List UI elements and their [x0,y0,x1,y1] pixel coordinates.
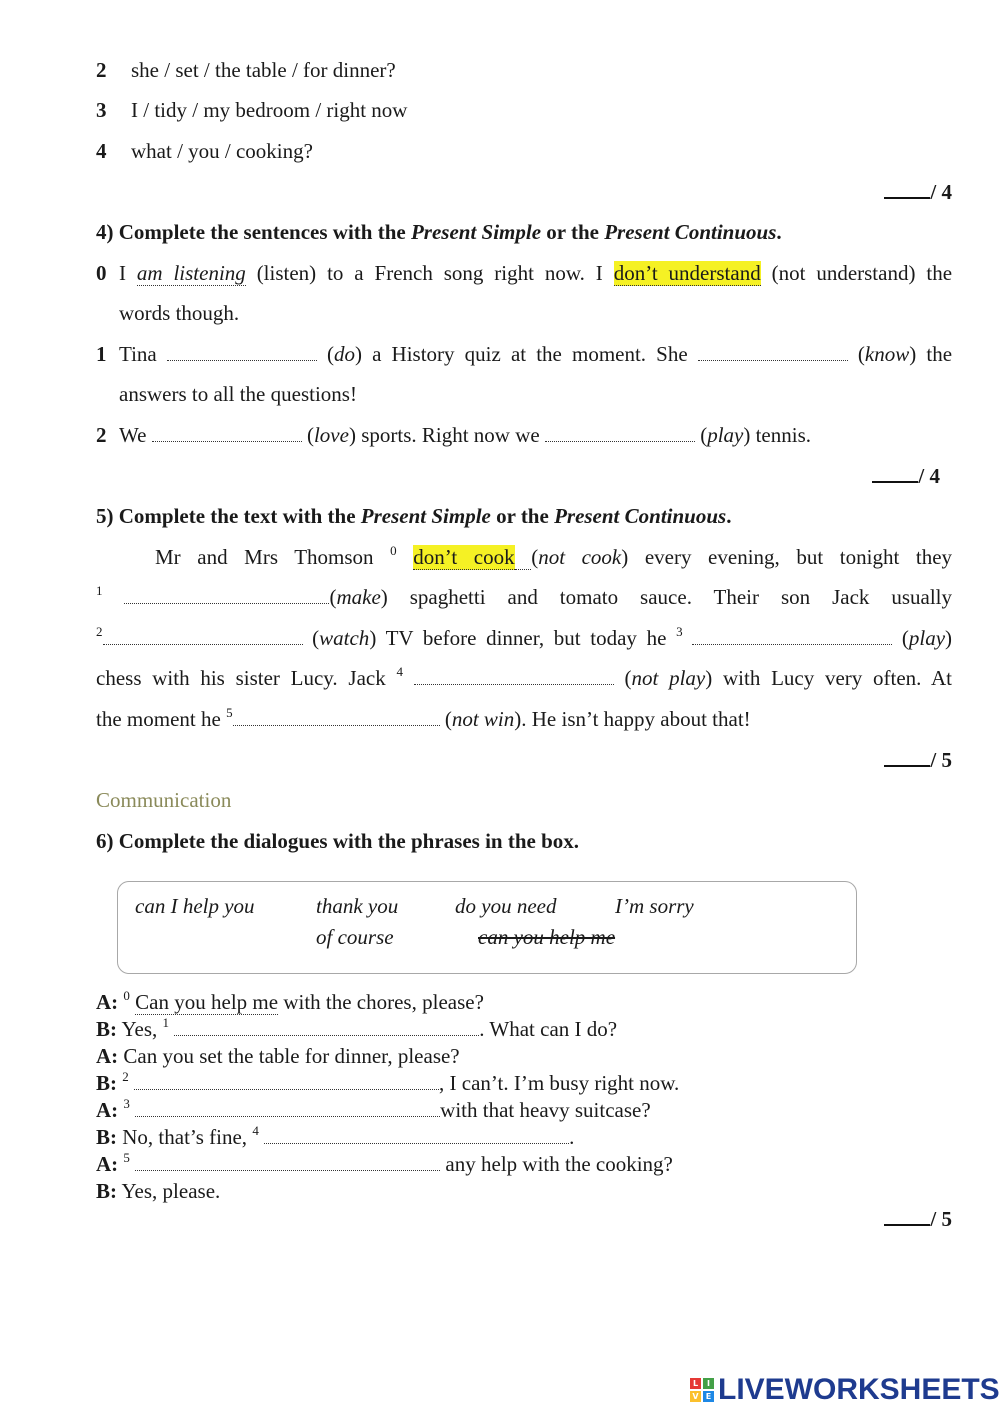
logo-mark-icon: L I V E [690,1378,714,1402]
example-answer-highlight: don’t cook [413,545,515,569]
ex3-item: 3 I / tidy / my bedroom / right now [96,98,408,122]
ex4-item1: 1 Tina (do) a History quiz at the moment. She (know) the [96,342,953,366]
box-phrase: of course [316,925,394,949]
ex5-line3: $^2$ (watch) TV before dinner, but today he $^3$ (play) [96,624,953,650]
dialogue-line: B: $^2$ , I can’t. I’m busy right now. [96,1069,680,1095]
dialogue-line: B: Yes, please. [96,1179,221,1203]
dialogue-line: B: Yes, $^1$ . What can I do? [96,1015,618,1041]
answer-blank[interactable] [103,624,303,645]
dialogue-line: A: Can you set the table for dinner, please? [96,1044,460,1068]
answer-blank[interactable] [152,421,302,442]
answer-blank[interactable] [174,1015,479,1036]
box-phrase: do you need [455,894,557,918]
ex6-title: 6) Complete the dialogues with the phrases in the box. [96,829,580,853]
dialogue-line: A: $^0$ Can you help me with the chores, please? [96,988,484,1014]
answer-blank[interactable] [135,1096,440,1117]
ex3-item: 2 she / set / the table / for dinner? [96,58,396,82]
ex4-item0: 0 I am listening (listen) to a French song right now. I don’t understand (not understand) the [96,261,953,285]
score-ex3: / 4 [884,178,952,206]
answer-blank[interactable] [124,583,329,604]
dialogue-line: A: $^5$ any help with the cooking? [96,1150,673,1176]
score-blank[interactable] [872,463,918,483]
score-blank[interactable] [884,1206,930,1226]
ex5-title: 5) Complete the text with the Present Simple or the Present Continuous. [96,504,732,528]
ex4-item0-cont: words though. [119,301,240,325]
box-phrase-used: can you help me [478,925,616,949]
example-answer: am listening [136,261,246,285]
ex3-item: 4 what / you / cooking? [96,139,313,163]
answer-blank[interactable] [692,624,892,645]
example-answer: Can you help me [135,990,279,1014]
logo-text: LIVEWORKSHEETS [718,1373,1000,1406]
ex4-title: 4) Complete the sentences with the Present Simple or the Present Continuous. [96,220,782,244]
phrase-box [117,881,857,974]
ex5-line2: $^1$ (make) spaghetti and tomato sauce. Their son Jack usually [96,583,953,609]
score-blank[interactable] [884,747,930,767]
ex4-item2: 2 We (love) sports. Right now we (play) tennis. [96,423,812,447]
liveworksheets-logo [690,1374,1000,1406]
answer-blank[interactable] [545,421,695,442]
answer-blank[interactable] [135,1150,440,1171]
answer-blank[interactable] [167,340,317,361]
example-answer-highlight: don’t understand [613,261,761,285]
ex4-item1-cont: answers to all the questions! [119,382,357,406]
ex5-line4: chess with his sister Lucy. Jack $^4$ (not play) with Lucy very often. At [96,664,953,690]
score-ex5: / 5 [884,746,952,774]
answer-blank[interactable] [134,1069,439,1090]
ex5-line1: Mr and Mrs Thomson $^0$ don’t cook (not cook) every evening, but tonight they [155,543,953,569]
answer-blank[interactable] [233,705,440,726]
answer-blank[interactable] [414,664,614,685]
ex5-line5: the moment he $^5$ (not win). He isn’t happy about that! [96,705,751,731]
score-blank[interactable] [884,179,930,199]
answer-blank[interactable] [698,340,848,361]
dialogue-line: A: $^3$ with that heavy suitcase? [96,1096,651,1122]
box-phrase: I’m sorry [615,894,694,918]
box-phrase: thank you [316,894,399,918]
box-phrase: can I help you [135,894,255,918]
section-heading: Communication [96,788,232,812]
answer-blank[interactable] [264,1123,569,1144]
score-ex6: / 5 [884,1205,952,1233]
dialogue-line: B: No, that’s fine, $^4$ . [96,1123,575,1149]
score-ex4: / 4 [872,462,940,490]
